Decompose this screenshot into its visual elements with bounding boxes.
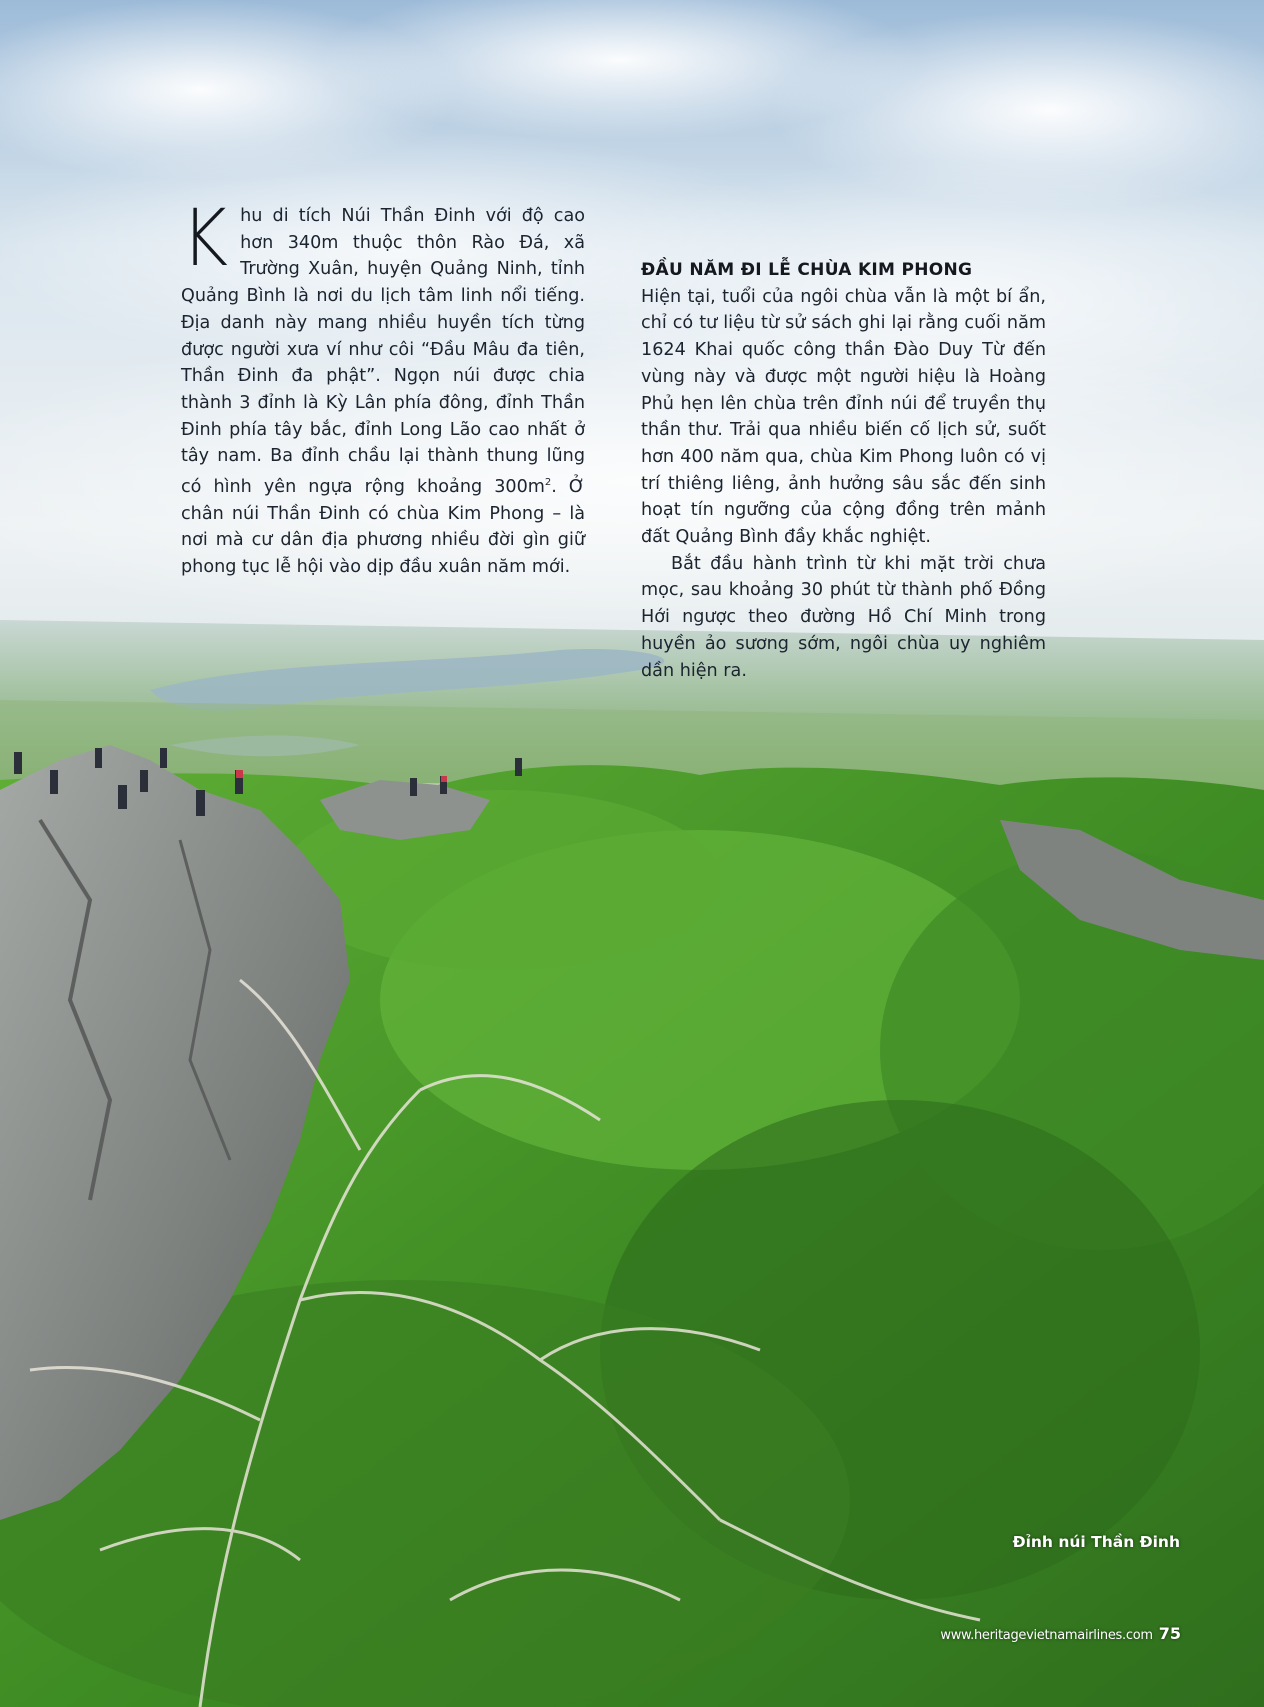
page-number: 75 xyxy=(1158,1624,1181,1643)
website-url[interactable]: www.heritagevietnamairlines.com xyxy=(940,1628,1153,1643)
drop-cap: K xyxy=(181,194,227,284)
intro-paragraph xyxy=(181,194,585,581)
intro-text: hu di tích Núi Thần Đinh với độ cao hơn 340m thuộc thôn Rào Đá, xã Trường Xuân, huyện Quảng Ninh, tỉnh Quảng Bình là nơi du lịch tâm linh nổi tiếng. Địa danh này mang nhiều huyền tích từng được người xưa ví như côi “Đầu Mâu đa tiên, Thần Đinh đa phật”. Ngọn núi được chia thành 3 đỉnh là Kỳ Lân phía đông, đỉnh Thần Đinh phía tây bắc, đỉnh Long Lão cao nhất ở tây nam. Ba đỉnh chầu lại thành thung lũng có hình yên ngựa rộng khoảng 300m xyxy=(181,206,585,497)
photo-caption: Đỉnh núi Thần Đinh xyxy=(1012,1533,1180,1551)
section-heading: ĐẦU NĂM ĐI LỄ CHÙA KIM PHONG xyxy=(641,260,973,280)
intro-column xyxy=(181,194,585,581)
superscript-2: 2 xyxy=(544,477,552,489)
section-paragraph-2: Bắt đầu hành trình từ khi mặt trời chưa mọc, sau khoảng 30 phút từ thành phố Đồng Hới ngược theo đường Hồ Chí Minh trong huyền ảo sương sớm, ngôi chùa uy nghiêm dần hiện ra. xyxy=(641,553,1046,681)
page-footer xyxy=(900,1624,1181,1643)
section-paragraph-1: Hiện tại, tuổi của ngôi chùa vẫn là một bí ẩn, chỉ có tư liệu từ sử sách ghi lại rằng cuối năm 1624 Khai quốc công thần Đào Duy Từ đến vùng này và được một người hiệu là Hoàng Phủ hẹn lên chùa trên đỉnh núi để truyền thụ thần thư. Trải qua nhiều biến cố lịch sử, suốt hơn 400 năm qua, chùa Kim Phong luôn có vị trí thiêng liêng, ảnh hưởng sâu sắc đến sinh hoạt tín ngưỡng của cộng đồng trên mảnh đất Quảng Bình đầy khắc nghiệt. xyxy=(641,286,1046,548)
intro-text-end: . Ở chân núi Thần Đinh có chùa Kim Phong – là nơi mà cư dân địa phương nhiều đời gìn giữ phong tục lễ hội vào dịp đầu xuân năm mới. xyxy=(181,476,585,577)
section-column xyxy=(641,257,1046,684)
